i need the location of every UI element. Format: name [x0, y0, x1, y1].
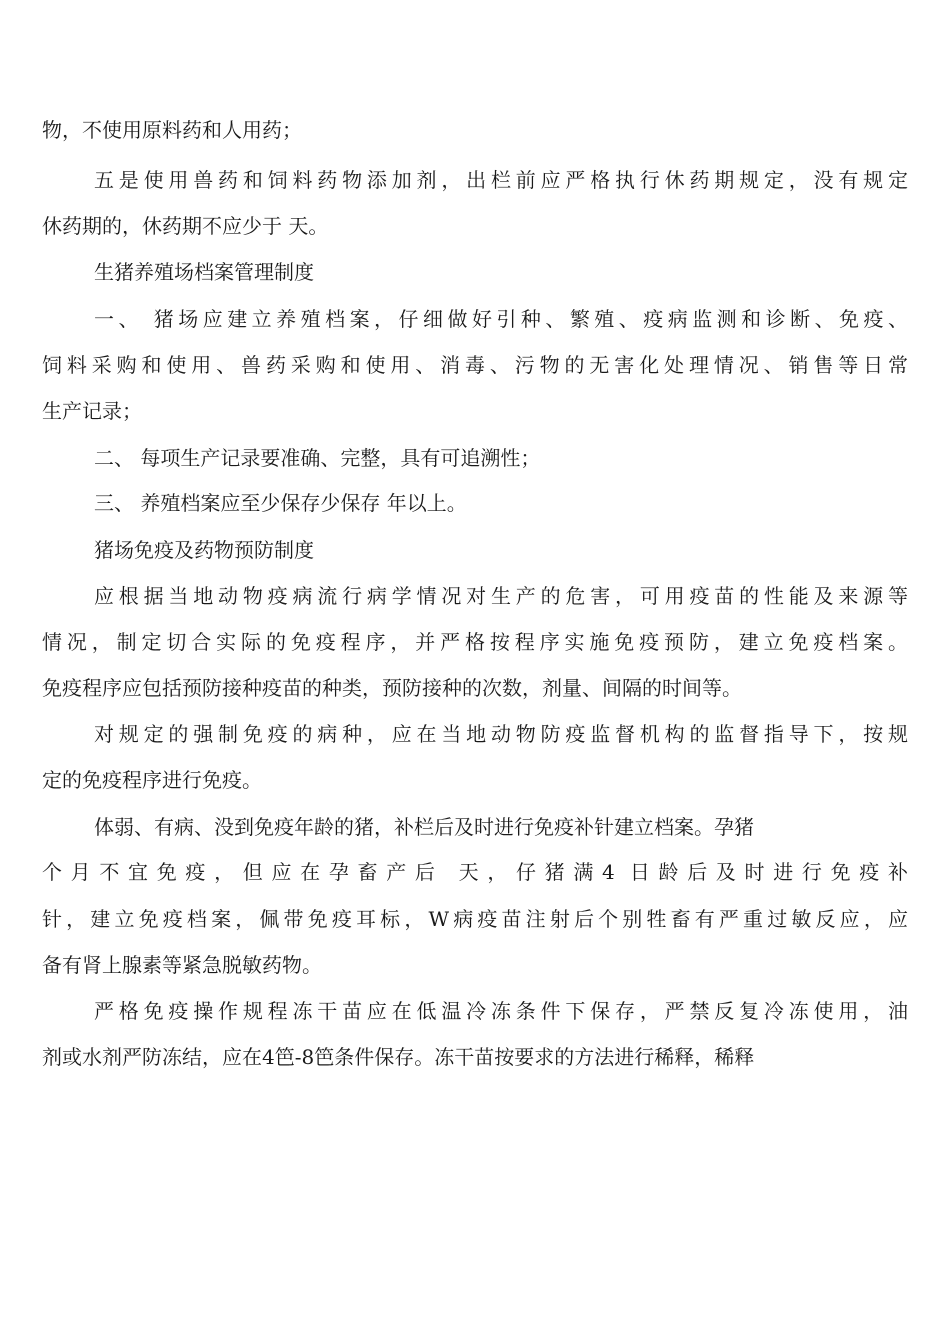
- text-line-19: 备有肾上腺素等紧急脱敏药物。: [42, 953, 322, 977]
- text-line-2: 五是使用兽药和饲料药物添加剂，出栏前应严格执行休药期规定，没有规定: [94, 168, 908, 192]
- text-line-18: 针，建立免疫档案，佩带免疫耳标，W病疫苗注射后个别牲畜有严重过敏反应，应: [42, 907, 908, 931]
- text-line-6: 饲料采购和使用、兽药采购和使用、消毒、污物的无害化处理情况、销售等日常: [42, 353, 908, 377]
- text-line-15: 定的免疫程序进行免疫。: [42, 768, 262, 792]
- text-line-20: 严格免疫操作规程冻干苗应在低温冷冻条件下保存，严禁反复冷冻使用，油: [94, 999, 908, 1023]
- text-line-3: 休药期的，休药期不应少于 天。: [42, 214, 329, 238]
- text-line-8: 二、 每项生产记录要准确、完整，具有可追溯性；: [94, 446, 541, 470]
- text-line-17: 个月不宜免疫，但应在孕畜产后 天，仔猪满4 日龄后及时进行免疫补: [42, 860, 908, 884]
- text-line-13: 免疫程序应包括预防接种疫苗的种类，预防接种的次数，剂量、间隔的时间等。: [42, 676, 742, 700]
- section-heading-immunization: 猪场免疫及药物预防制度: [94, 538, 314, 562]
- text-line-12: 情况，制定切合实际的免疫程序，并严格按程序实施免疫预防，建立免疫档案。: [42, 630, 908, 654]
- text-line-14: 对规定的强制免疫的病种，应在当地动物防疫监督机构的监督指导下，按规: [94, 722, 908, 746]
- text-line-21: 剂或水剂严防冻结，应在4笆-8笆条件保存。冻干苗按要求的方法进行稀释，稀释: [42, 1045, 755, 1069]
- text-line-9: 三、 养殖档案应至少保存少保存 年以上。: [94, 491, 467, 515]
- text-line-16: 体弱、有病、没到免疫年龄的猪，补栏后及时进行免疫补针建立档案。孕猪: [94, 815, 754, 839]
- text-line-1: 物，不使用原料药和人用药；: [42, 118, 302, 142]
- section-heading-archive: 生猪养殖场档案管理制度: [94, 260, 314, 284]
- text-line-5: 一、 猪场应建立养殖档案，仔细做好引种、繁殖、疫病监测和诊断、免疫、: [94, 307, 908, 331]
- text-line-7: 生产记录；: [42, 399, 142, 423]
- text-line-11: 应根据当地动物疫病流行病学情况对生产的危害，可用疫苗的性能及来源等: [94, 584, 908, 608]
